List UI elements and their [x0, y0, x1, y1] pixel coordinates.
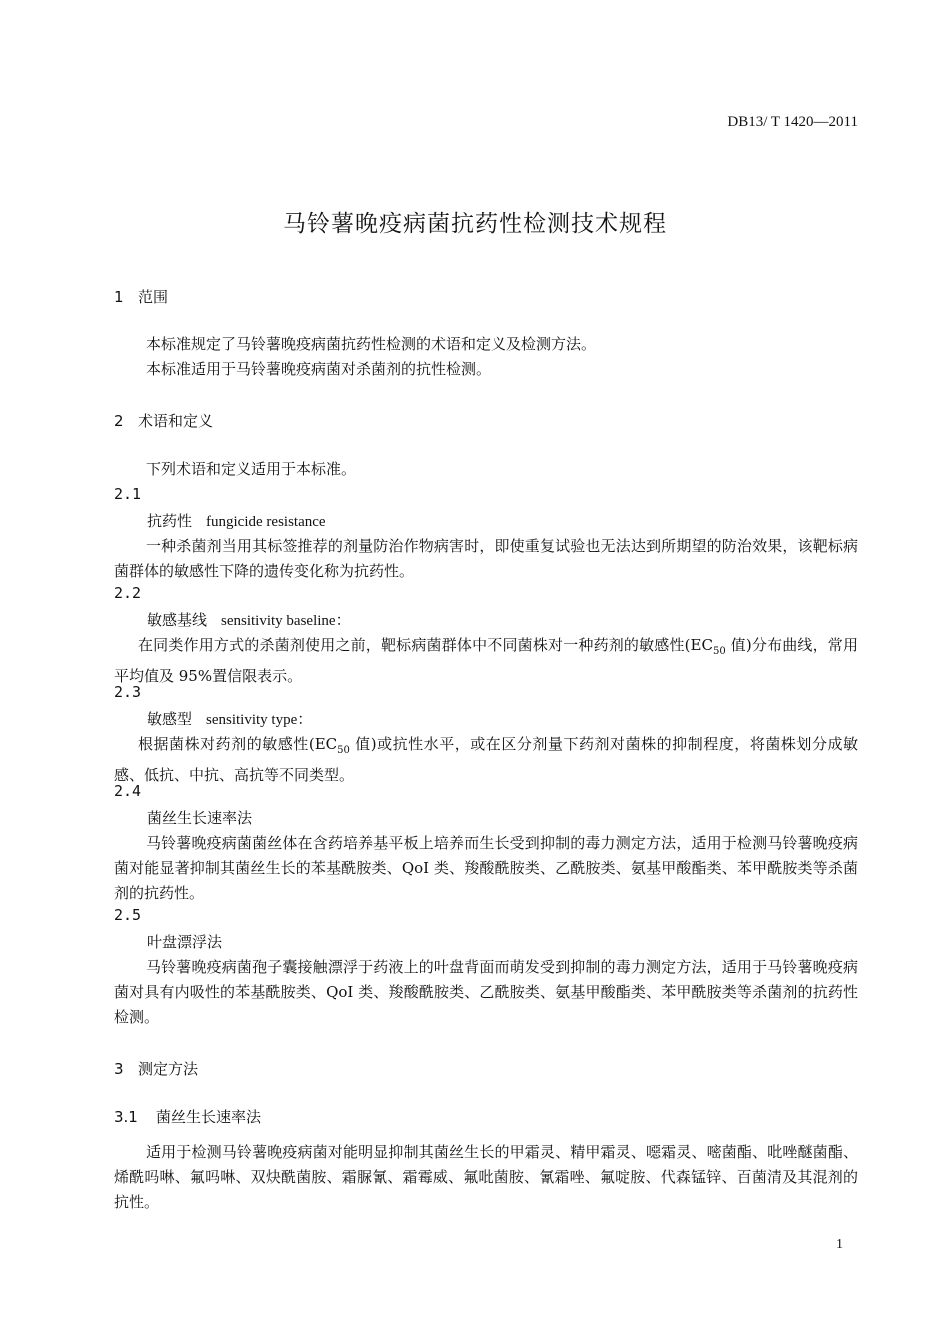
term-2-5-number: 2.5	[114, 906, 142, 924]
term-chinese: 菌丝生长速率法	[147, 809, 253, 827]
page-title: 马铃薯晚疫病菌抗药性检测技术规程	[283, 211, 667, 237]
term-2-2-name	[147, 609, 351, 630]
term-2-4-definition: 马铃薯晚疫病菌菌丝体在含药培养基平板上培养而生长受到抑制的毒力测定方法，适用于检测马铃薯晚疫病菌对能显著抑制其菌丝生长的苯基酰胺类、QoI 类、羧酸酰胺类、乙酰胺类、氨基甲酸酯类、苯甲酰胺类等杀菌剂的抗药性。	[114, 834, 858, 902]
section-title: 术语和定义	[138, 412, 214, 430]
definition-text-a: 在同类作用方式的杀菌剂使用之前，靶标病菌群体中不同菌株对一种药剂的敏感性(EC	[138, 636, 713, 654]
definition-text-b: 值)分布曲线，常用平均值及 95%置信限表示。	[114, 636, 858, 685]
definition-text-b: 值)或抗性水平，或在区分剂量下药剂对菌株的抑制程度，将菌株划分成敏感、低抗、中抗、高抗等不同类型。	[114, 735, 859, 784]
document-code: DB13/ T 1420—2011	[727, 114, 858, 130]
term-2-1-definition: 一种杀菌剂当用其标签推荐的剂量防治作物病害时，即使重复试验也无法达到所期望的防治效果，该靶标病菌群体的敏感性下降的遗传变化称为抗药性。	[114, 537, 858, 580]
section-2-intro: 下列术语和定义适用于本标准。	[146, 460, 357, 478]
term-chinese: 敏感基线	[147, 611, 208, 629]
page-number: 1	[836, 1237, 843, 1252]
section-number: 1	[114, 288, 124, 306]
term-2-1-number: 2.1	[114, 485, 142, 503]
term-chinese: 敏感型	[147, 710, 193, 728]
term-chinese: 叶盘漂浮法	[147, 933, 223, 951]
term-2-5-name	[147, 931, 222, 952]
term-2-1-name	[147, 510, 326, 531]
section-1-heading	[114, 286, 168, 307]
term-2-3-definition	[114, 732, 858, 788]
subsection-3-1-paragraph: 适用于检测马铃薯晚疫病菌对能明显抑制其菌丝生长的甲霜灵、精甲霜灵、噁霜灵、嘧菌酯、吡唑醚菌酯、烯酰吗啉、氟吗啉、双炔酰菌胺、霜脲氰、霜霉威、氟吡菌胺、氰霜唑、氟啶胺、代森锰锌、百菌清及其混剂的抗性。	[114, 1143, 858, 1211]
term-chinese: 抗药性	[147, 512, 193, 530]
subsection-title: 菌丝生长速率法	[156, 1108, 262, 1126]
section-number: 3	[114, 1060, 124, 1078]
section-number: 2	[114, 412, 124, 430]
term-2-2-number: 2.2	[114, 584, 142, 602]
term-2-4-name	[147, 807, 252, 828]
definition-text-a: 根据菌株对药剂的敏感性(EC	[138, 735, 338, 753]
section-1-paragraph-1: 本标准规定了马铃薯晚疫病菌抗药性检测的术语和定义及检测方法。	[146, 335, 597, 353]
term-2-4-number: 2.4	[114, 782, 142, 800]
section-title: 范围	[138, 288, 169, 306]
subsection-3-1-heading	[114, 1106, 261, 1127]
term-english: fungicide resistance	[206, 514, 326, 530]
subsection-number: 3.1	[114, 1108, 138, 1126]
term-2-2-definition	[114, 633, 858, 689]
section-1-paragraph-2: 本标准适用于马铃薯晚疫病菌对杀菌剂的抗性检测。	[146, 360, 492, 378]
subscript: 50	[712, 646, 726, 657]
section-title: 测定方法	[138, 1060, 199, 1078]
term-2-3-name	[147, 708, 312, 729]
term-english: sensitivity baseline：	[221, 613, 351, 629]
subscript: 50	[337, 745, 350, 756]
section-3-heading	[114, 1058, 198, 1079]
term-2-3-number: 2.3	[114, 683, 142, 701]
term-english: sensitivity type：	[206, 712, 313, 728]
section-2-heading	[114, 410, 213, 431]
term-2-5-definition: 马铃薯晚疫病菌孢子囊接触漂浮于药液上的叶盘背面而萌发受到抑制的毒力测定方法，适用于马铃薯晚疫病菌对具有内吸性的苯基酰胺类、QoI 类、羧酸酰胺类、乙酰胺类、氨基甲酸酯类、苯甲酰胺类等杀菌剂的抗药性检测。	[114, 958, 858, 1026]
